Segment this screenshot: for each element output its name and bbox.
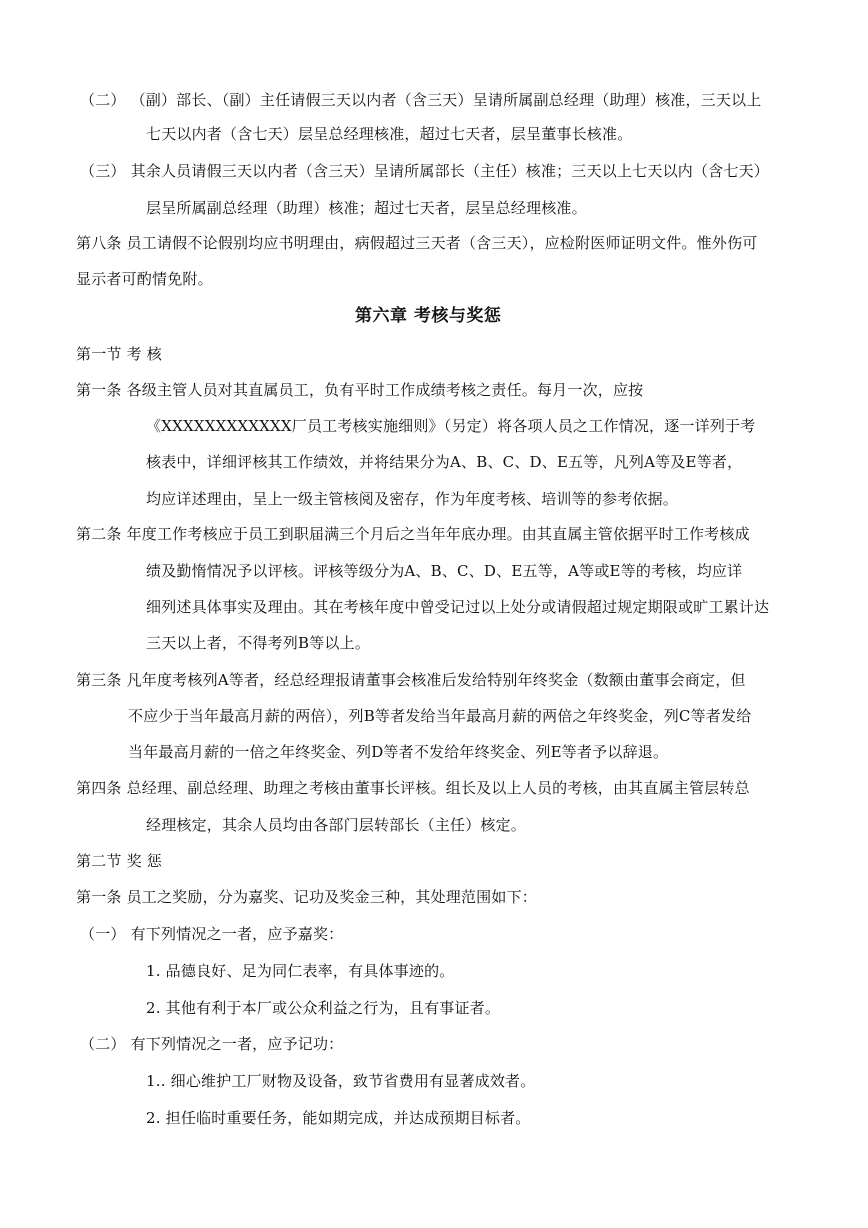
section-2-heading: 第二节 奖 惩 bbox=[76, 852, 162, 870]
section-1-heading: 第一节 考 核 bbox=[76, 345, 162, 363]
section-1-article-1-line-3: 核表中，详细评核其工作绩效，并将结果分为A、B、C、D、E五等，凡列A等及E等者， bbox=[146, 453, 743, 471]
merit-item-1: 1.. 细心维护工厂财物及设备，致节省费用有显著成效者。 bbox=[146, 1072, 536, 1090]
section-1-article-1-text: 第一条 各级主管人员对其直属员工，负有平时工作成绩考核之责任。每月一次，应按 bbox=[76, 381, 644, 399]
section-1-article-2-line-2: 绩及勤惰情况予以评核。评核等级分为A、B、C、D、E五等，A等或E等的考核，均应详 bbox=[146, 562, 743, 580]
article-8-text: 第八条 员工请假不论假别均应书明理由，病假超过三天者（含三天），应检附医师证明文件。惟外伤可 bbox=[76, 234, 758, 252]
section-1-article-3-line-2: 不应少于当年最高月薪的两倍），列B等者发给当年最高月薪的两倍之年终奖金，列C等者发给 bbox=[128, 707, 752, 725]
section-1-article-4-text: 第四条 总经理、副总经理、助理之考核由董事长评核。组长及以上人员的考核，由其直属主管层转总 bbox=[76, 779, 750, 797]
clause-2-continuation: 七天以内者（含七天）层呈总经理核准，超过七天者，层呈董事长核准。 bbox=[146, 125, 633, 143]
section-1-article-2-line-3: 细列述具体事实及理由。其在考核年度中曾受记过以上处分或请假超过规定期限或旷工累计达 bbox=[146, 598, 770, 616]
section-1-article-2-text: 第二条 年度工作考核应于员工到职届满三个月后之当年年底办理。由其直属主管依据平时工作考核成 bbox=[76, 525, 750, 543]
section-1-article-2-line-4: 三天以上者，不得考列B等以上。 bbox=[146, 634, 371, 652]
merit-item-2: 2. 担任临时重要任务，能如期完成，并达成预期目标者。 bbox=[146, 1109, 531, 1127]
section-2-article-1-text: 第一条 员工之奖励，分为嘉奖、记功及奖金三种，其处理范围如下： bbox=[76, 888, 537, 906]
section-1-article-3-line-3: 当年最高月薪的一倍之年终奖金、列D等者不发给年终奖金、列E等者予以辞退。 bbox=[128, 743, 669, 761]
merit-clause: （二） 有下列情况之一者，应予记功： bbox=[80, 1035, 344, 1053]
article-8-continuation: 显示者可酌情免附。 bbox=[76, 270, 213, 288]
section-1-article-1-line-4: 均应详述理由，呈上一级主管核阅及密存，作为年度考核、培训等的参考依据。 bbox=[146, 490, 679, 508]
chapter-6-heading: 第六章 考核与奖惩 bbox=[355, 306, 502, 326]
commendation-item-1: 1. 品德良好、足为同仁表率，有具体事迹的。 bbox=[146, 962, 455, 980]
section-1-article-1-line-2: 《XXXXXXXXXXXX厂员工考核实施细则》（另定）将各项人员之工作情况，逐一详列于考 bbox=[146, 417, 756, 435]
section-1-article-3-text: 第三条 凡年度考核列A等者，经总经理报请董事会核准后发给特别年终奖金（数额由董事会商定，但 bbox=[76, 671, 746, 689]
clause-2-text: （二） （副）部长、（副）主任请假三天以内者（含三天）呈请所属副总经理（助理）核准，三天以上 bbox=[80, 91, 762, 109]
commendation-clause: （一） 有下列情况之一者，应予嘉奖： bbox=[80, 925, 344, 943]
clause-3-text: （三） 其余人员请假三天以内者（含三天）呈请所属部长（主任）核准；三天以上七天以内（含七天） bbox=[80, 162, 769, 180]
commendation-item-2: 2. 其他有利于本厂或公众利益之行为，且有事证者。 bbox=[146, 999, 501, 1017]
clause-3-continuation: 层呈所属副总经理（助理）核准；超过七天者，层呈总经理核准。 bbox=[146, 199, 587, 217]
section-1-article-4-line-2: 经理核定，其余人员均由各部门层转部长（主任）核定。 bbox=[146, 816, 527, 834]
